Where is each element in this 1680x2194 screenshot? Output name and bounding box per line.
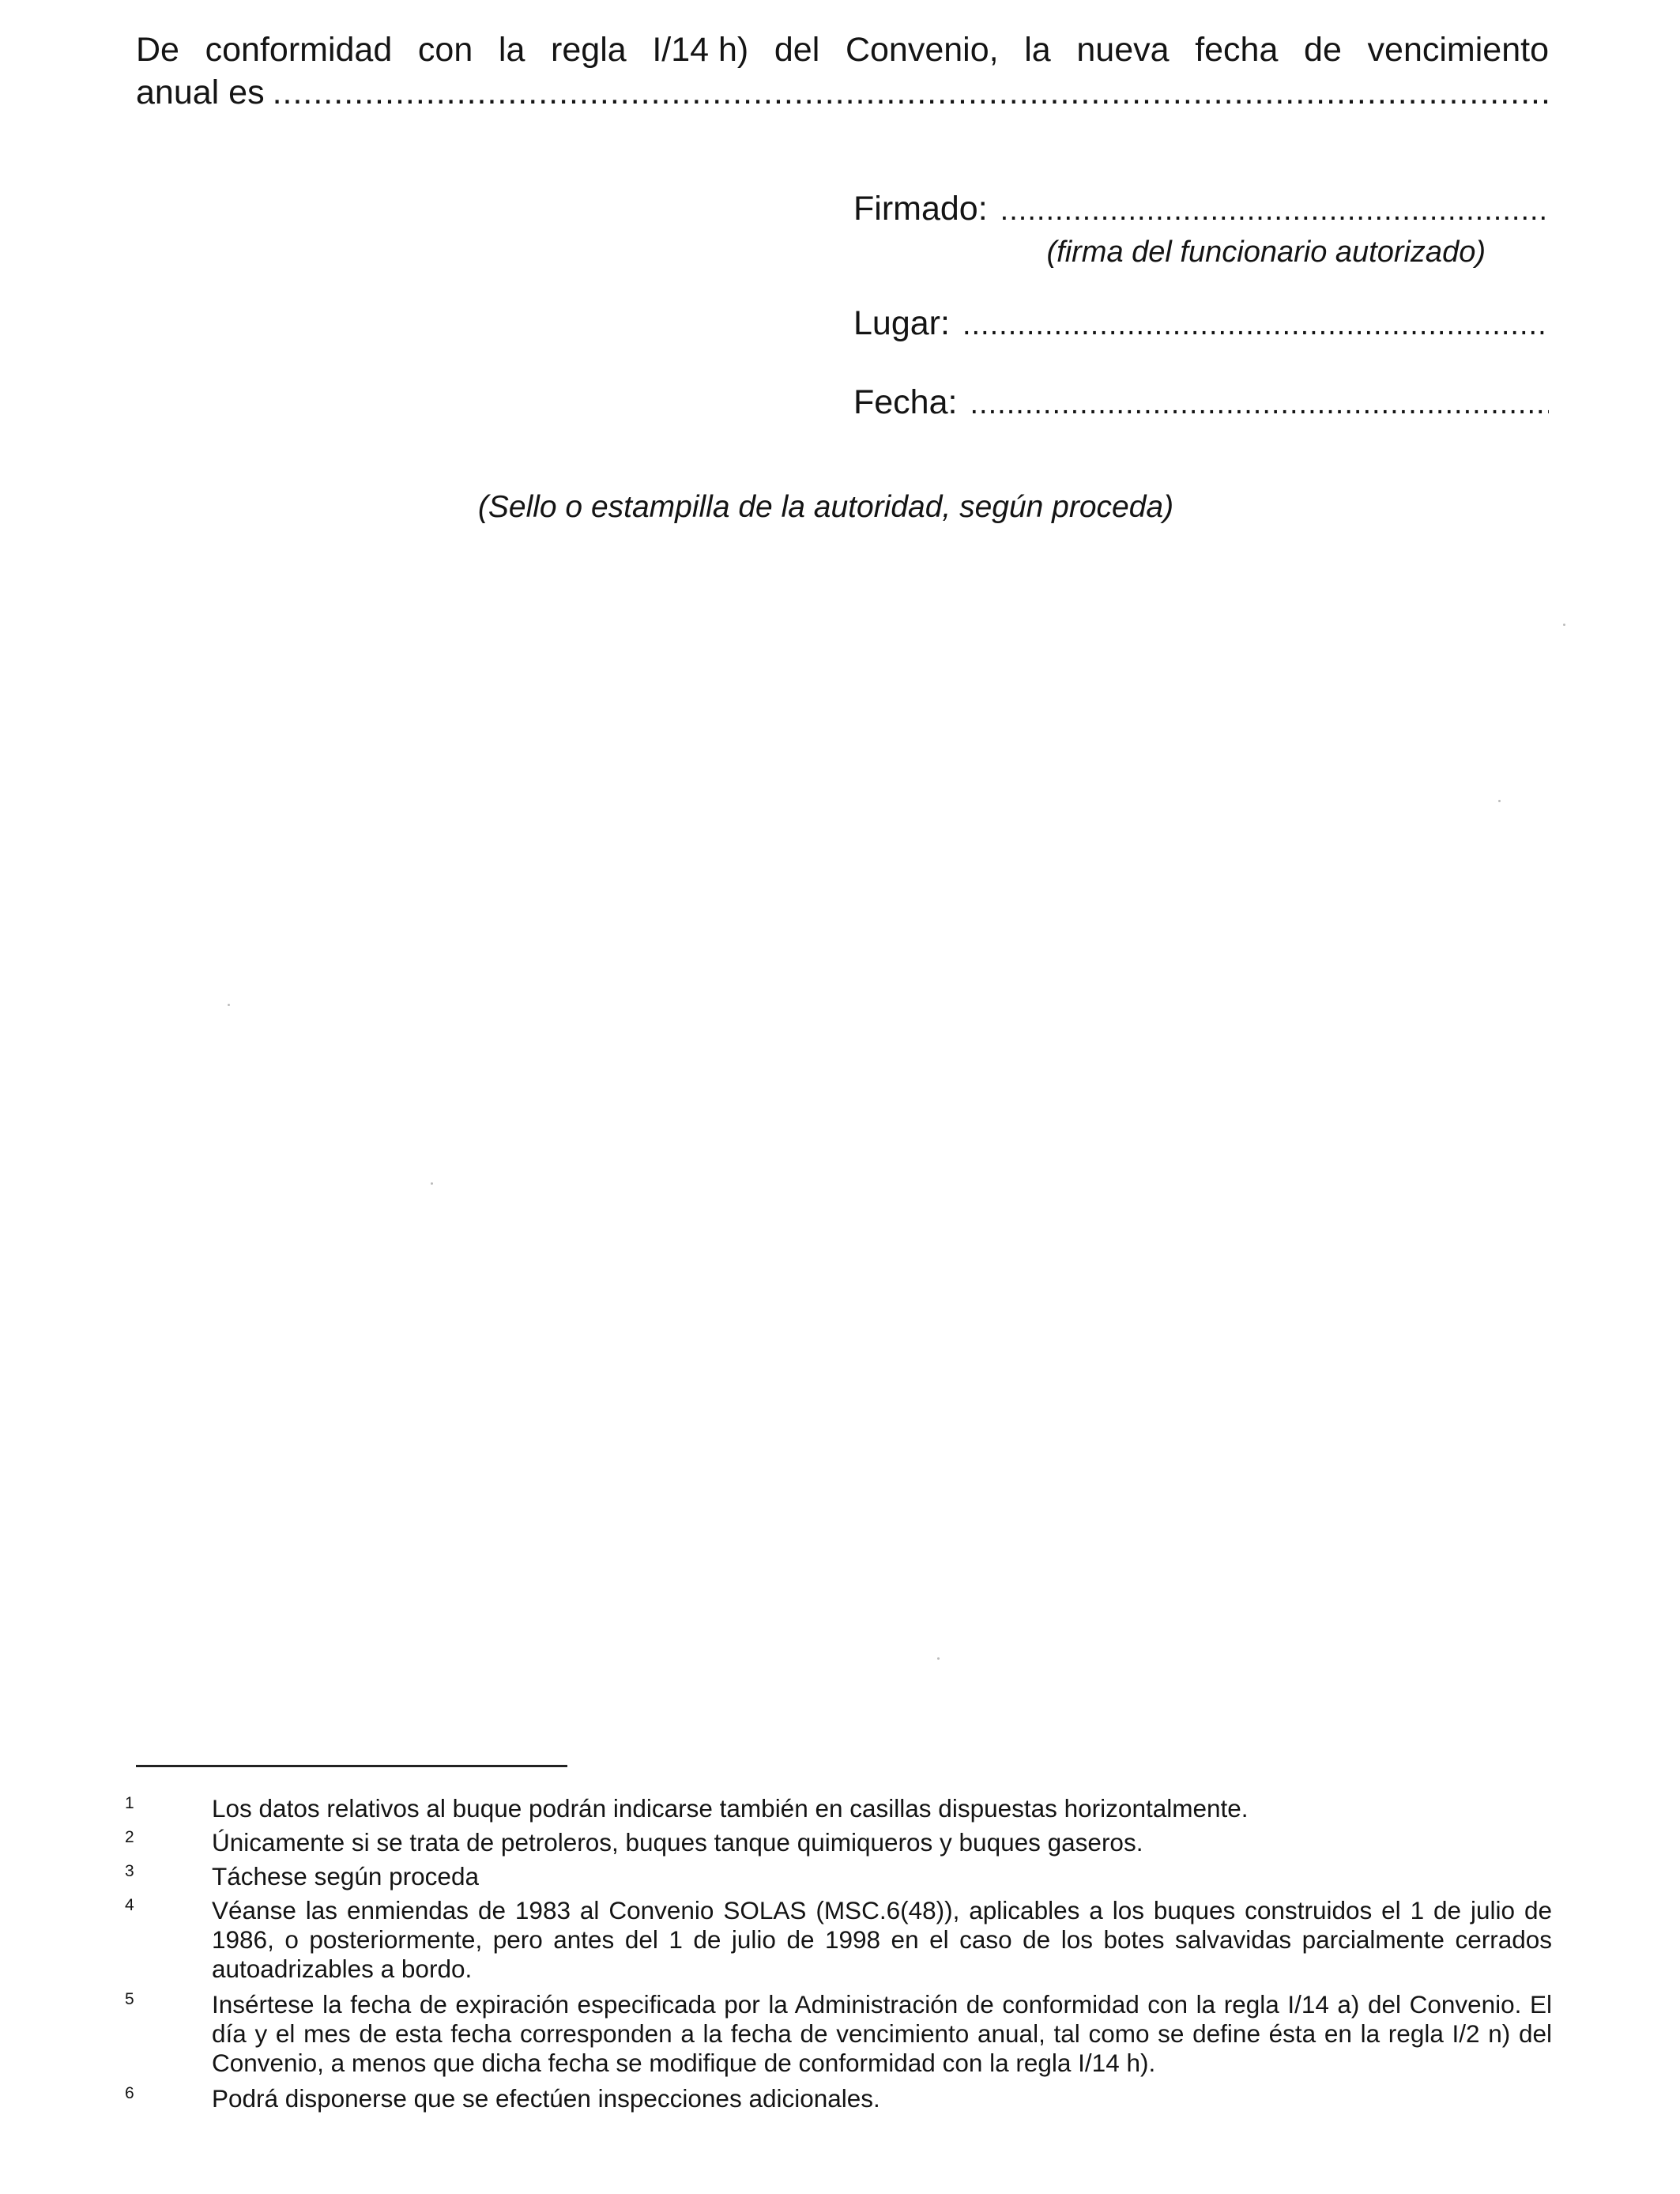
scan-speck	[228, 1004, 230, 1006]
word: regla	[551, 31, 627, 69]
signed-row	[853, 190, 1549, 228]
footnote-5	[119, 1990, 1552, 2078]
word: fecha	[1195, 31, 1279, 69]
footnote-number: 1	[125, 1794, 134, 1812]
word: la	[1024, 31, 1051, 69]
scan-speck	[1563, 624, 1565, 626]
signed-label: Firmado:	[853, 190, 988, 228]
expiry-paragraph	[136, 28, 1549, 114]
footnote-6	[119, 2084, 1552, 2113]
footnote-text: Únicamente si se trata de petroleros, buques tanque quimiqueros y buques gaseros.	[212, 1828, 1143, 1857]
date-row	[853, 383, 1549, 422]
footnote-text: Táchese según proceda	[212, 1862, 479, 1891]
word: del	[774, 31, 820, 69]
place-label: Lugar:	[853, 304, 950, 342]
footnote-2	[119, 1828, 1552, 1857]
seal-note: (Sello o estampilla de la autoridad, según proceda)	[477, 490, 1174, 524]
word: nueva	[1076, 31, 1170, 69]
footnote-4	[119, 1896, 1552, 1984]
anual-es-label: anual es	[136, 74, 265, 111]
word: vencimiento	[1367, 31, 1549, 69]
word: de	[1304, 31, 1342, 69]
footnote-1	[119, 1794, 1552, 1823]
signature-fill-line[interactable]	[1000, 194, 1549, 228]
word: con	[417, 31, 473, 69]
date-fill-line[interactable]	[970, 387, 1549, 421]
footnote-text: Véanse las enmiendas de 1983 al Convenio SOLAS (MSC.6(48)), aplicables a los buques construidos el 1 de julio de 1986, o posteriormente, pero antes del 1 de julio de 1998 en el caso de los botes salvavidas parcialmente cerrados autoadrizables a bordo.	[212, 1896, 1552, 1983]
word: Convenio,	[845, 31, 999, 69]
footnote-number: 4	[125, 1896, 134, 1914]
word: I/14 h)	[652, 31, 749, 69]
footnote-text: Los datos relativos al buque podrán indicarse también en casillas dispuestas horizontalmente.	[212, 1794, 1249, 1823]
footnote-number: 2	[125, 1828, 134, 1846]
word: conformidad	[205, 31, 393, 69]
scan-speck	[431, 1182, 433, 1185]
expiry-date-fill-line[interactable]	[273, 71, 1549, 114]
word: la	[498, 31, 525, 69]
place-row	[853, 304, 1549, 343]
date-label: Fecha:	[853, 383, 958, 421]
paragraph-line-2	[136, 71, 1549, 114]
footnote-3	[119, 1862, 1552, 1891]
signed-note: (firma del funcionario autorizado)	[1046, 236, 1486, 269]
footnote-separator	[136, 1765, 567, 1767]
place-fill-line[interactable]	[962, 308, 1549, 342]
word: De	[136, 31, 179, 69]
footnote-number: 3	[125, 1862, 134, 1880]
paragraph-line-1	[136, 28, 1549, 71]
footnote-number: 6	[125, 2084, 134, 2102]
footnote-text: Insértese la fecha de expiración especificada por la Administración de conformidad con la regla I/14 a) del Convenio. El día y el mes de esta fecha corresponden a la fecha de vencimiento anual, tal como se define ésta en la regla I/2 n) del Convenio, a menos que dicha fecha se modifique de conformidad con la regla I/14 h).	[212, 1990, 1552, 2077]
footnote-text: Podrá disponerse que se efectúen inspecciones adicionales.	[212, 2084, 880, 2113]
scan-speck	[937, 1657, 940, 1660]
scan-speck	[1498, 800, 1501, 802]
footnote-number: 5	[125, 1990, 134, 2008]
